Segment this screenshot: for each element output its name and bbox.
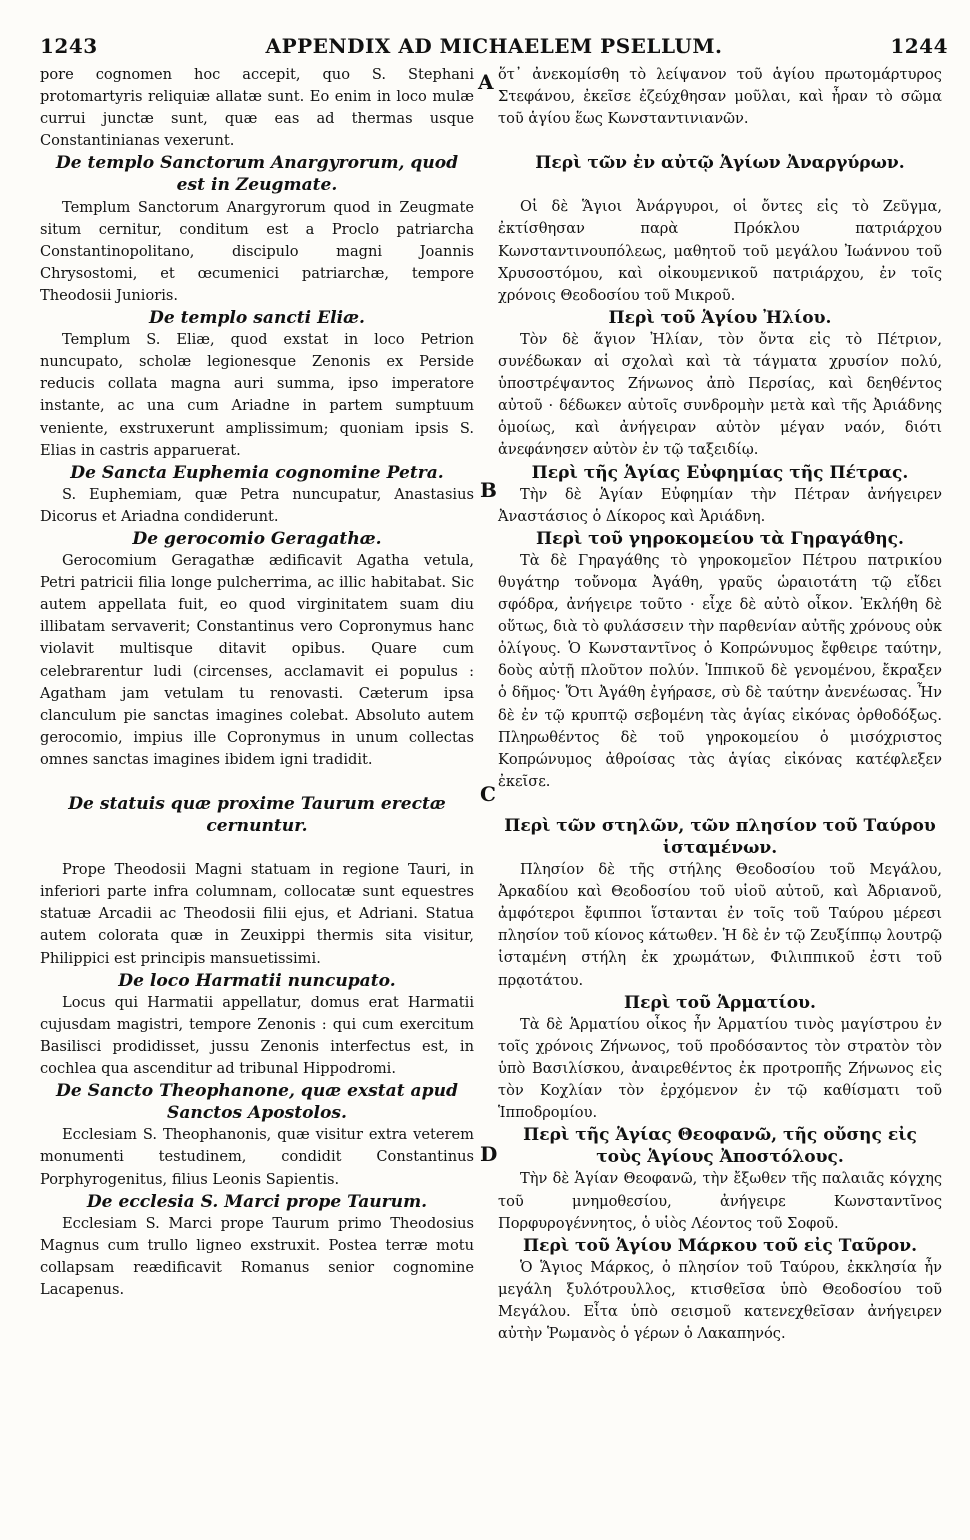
running-title: APPENDIX AD MICHAELEM PSELLUM. <box>265 34 723 58</box>
paragraph: Ecclesiam S. Theophanonis, quæ visitur extra veterem monumenti testudinem, condidit Constantinus Porphyrogenitus, filius Leonis Sapientis. <box>40 1126 474 1188</box>
paragraph: S. Euphemiam, quæ Petra nuncupatur, Anastasius Dicorus et Ariadna condiderunt. <box>40 485 474 525</box>
section-marker-a: A <box>478 70 494 94</box>
paragraph: Πλησίον δὲ τῆς στήλης Θεοδοσίου τοῦ Μεγάλου, Ἀρκαδίου καὶ Θεοδοσίου τοῦ υἱοῦ αὐτοῦ, καὶ Ἀδριανοῦ, ἀμφότεροι ἔφιπποι ἵστανται ἐν τοῖς τοῦ Ταύρου μέρεσι πλησίον τοῦ κίονος κάτωθεν. Ἡ δὲ ἐν τῷ Ζευξίππῳ λουτρῷ ἱσταμένη στήλη ἐκ χρωμάτων, Φιλιππικοῦ ἐστι τοῦ πρᾳοτάτου. <box>498 861 942 989</box>
section-heading: De loco Harmatii nuncupato. <box>118 970 396 991</box>
paragraph: pore cognomen hoc accepit, quo S. Stephani protomartyris reliquiæ allatæ sunt. Eo enim in loco mulæ currui junctæ sunt, quæ eas ad thermas usque Constantinianas vexerunt. <box>40 66 474 150</box>
spacer <box>40 771 474 793</box>
paragraph: Τὴν δὲ Ἁγίαν Θεοφανῶ, τὴν ἔξωθεν τῆς παλαιᾶς κόγχης τοῦ μνημοθεσίου, ἀνήγειρε Κωνσταντῖνος Πορφυρογέννητος, ὁ υἱὸς Λέοντος τοῦ Σοφοῦ. <box>498 1170 942 1232</box>
paragraph: Templum S. Eliæ, quod exstat in loco Petrion nuncupato, scholæ legionesque Zenonis ex Perside reducis collata magna auri summa, ipso imperatore instante, ac una cum Ariadne in partem sumptuum veniente, exstruxerunt amplissimum; quoniam ipsis S. Elias in castris apparuerat. <box>40 331 474 459</box>
spacer <box>40 837 474 859</box>
paragraph: Τὴν δὲ Ἁγίαν Εὐφημίαν τὴν Πέτραν ἀνήγειρεν Ἀναστάσιος ὁ Δίκορος καὶ Ἀριάδνη. <box>498 485 942 525</box>
section-heading: De statuis quæ proxime Taurum erectæ cernuntur. <box>68 794 446 837</box>
section-heading: Περὶ τῆς Ἁγίας Εὐφημίας τῆς Πέτρας. <box>531 462 909 483</box>
spacer <box>498 174 942 196</box>
section-heading: Περὶ τοῦ Ἁρματίου. <box>624 992 816 1013</box>
section-heading: Περὶ τοῦ Ἁγίου Μάρκου τοῦ εἰς Ταῦρον. <box>522 1235 918 1256</box>
paragraph: Τὸν δὲ ἅγιον Ἠλίαν, τὸν ὄντα εἰς τὸ Πέτριον, συνέδωκαν αἱ σχολαὶ καὶ τὰ τάγματα χρυσίον πολύ, ὑποστρέψαντος Ζήνωνος ἀπὸ Περσίας, καὶ δεηθέντος αὐτοῦ · δέδωκεν αὐτοῖς συνδρομὴν μετὰ καὶ τῆς Ἀριάδνης ὁμοίως, καὶ ἀνήγειραν αὐτὸν μέγαν ναόν, διότι ἀνεφάνησεν αὐτὸν ἐν τῷ ταξειδίῳ. <box>498 330 942 459</box>
section-heading: Περὶ τῶν ἐν αὐτῷ Ἁγίων Ἀναργύρων. <box>535 153 905 174</box>
page-header <box>40 34 948 62</box>
section-heading: De templo sancti Eliæ. <box>149 308 365 329</box>
right-page-number: 1244 <box>890 34 948 58</box>
paragraph: Prope Theodosii Magni statuam in regione Tauri, in inferiori parte infra columnam, collocatæ sunt equestres statuæ Arcadii ac Theodosii filii ejus, et Adriani. Statua autem colorata quæ in Zeuxippi thermis sita visitur, Philippici est principis mansuetissimi. <box>40 861 474 967</box>
section-heading: De Sancta Euphemia cognomine Petra. <box>70 462 444 483</box>
latin-column <box>40 64 474 1301</box>
left-page-number: 1243 <box>40 34 98 58</box>
section-marker-d: D <box>480 1142 498 1166</box>
paragraph: Gerocomium Geragathæ ædificavit Agatha vetula, Petri patricii filia longe pulcherrima, ac illic habitabat. Sic autem appellata fuit, eo quod virginitatem suam diu illibatam servaverit; Constantinus vero Copronymus hanc violavit multisque ditavit opibus. Quare cum celebrarentur ludi (circenses, acclamavit ei populus : Agatham jam vetulam tu renovasti. Cæterum ipsa clanculum pie sanctas imagines colebat. Absoluto autem gerocomio, impius ille Copronymus in unum collectas omnes sanctas imagines ibidem igni tradidit. <box>40 552 474 768</box>
section-marker-c: C <box>480 782 496 806</box>
paragraph: Locus qui Harmatii appellatur, domus erat Harmatii cujusdam magistri, tempore Zenonis : qui cum exercitum Basilisci prodidisset, jussu Zenonis interfectus est, in cochlea qua ascenditur ad tribunal Hippodromi. <box>40 993 474 1078</box>
paragraph: Οἱ δὲ Ἅγιοι Ἀνάργυροι, οἱ ὄντες εἰς τὸ Ζεῦγμα, ἐκτίσθησαν παρὰ Πρόκλου πατριάρχου Κωνσταντινουπόλεως, μαθητοῦ τοῦ μεγάλου Ἰωάννου τοῦ Χρυσοστόμου, καὶ οἰκουμενικοῦ πατριάρχου, ἐν τοῖς χρόνοις Θεοδοσίου τοῦ Μικροῦ. <box>498 198 942 304</box>
paragraph: Τὰ δὲ Ἁρματίου οἶκος ἦν Ἁρματίου τινὸς μαγίστρου ἐν τοῖς χρόνοις Ζήνωνος, τοῦ προδόσαντος τὸν στρατὸν τὸν ὑπὸ Βασιλίσκου, ἀναιρεθέντος ἐκ προτροπῆς Ζήνωνος εἰς τὸν Κοχλίαν τὸν ἐρχόμενον ἐν τῷ καθίσματι τοῦ Ἱπποδρομίου. <box>498 1015 942 1122</box>
paragraph: ὅτ᾽ ἀνεκομίσθη τὸ λείψανον τοῦ ἁγίου πρωτομάρτυρος Στεφάνου, ἐκεῖσε ἐζεύχθησαν μοῦλαι, καὶ ἦραν τὸ σῶμα τοῦ ἁγίου ἕως Κωνσταντινιανῶν. <box>498 66 942 128</box>
paragraph: Ὁ Ἅγιος Μάρκος, ὁ πλησίον τοῦ Ταύρου, ἐκκλησία ἦν μεγάλη ξυλότρουλλος, κτισθεῖσα ὑπὸ Θεοδοσίου τοῦ Μεγάλου. Εἶτα ὑπὸ σεισμοῦ κατενεχθεῖσαν ἀνήγειρεν αὐτὴν Ῥωμανὸς ὁ γέρων ὁ Λακαπηνός. <box>498 1258 942 1343</box>
section-heading: De ecclesia S. Marci prope Taurum. <box>86 1191 428 1212</box>
section-heading: De Sancto Theophanone, quæ exstat apud Sanctos Apostolos. <box>56 1081 458 1124</box>
paragraph: Ecclesiam S. Marci prope Taurum primo Theodosius Magnus cum trullo ligneo exstruxit. Postea terræ motu collapsam reædificavit Romanus senior cognomine Lacapenus. <box>40 1214 474 1298</box>
paragraph: Templum Sanctorum Anargyrorum quod in Zeugmate situm cernitur, conditum est a Proclo patriarcha Constantinopolitano, discipulo magni Joannis Chrysostomi, et œcumenici patriarchæ, tempore Theodosii Junioris. <box>40 198 474 304</box>
section-heading: Περὶ τῆς Ἁγίας Θεοφανῶ, τῆς οὔσης εἰς τοὺς Ἁγίους Ἀποστόλους. <box>523 1125 917 1168</box>
section-heading: Περὶ τοῦ γηροκομείου τὰ Γηραγάθης. <box>536 528 904 549</box>
section-heading: Περὶ τοῦ Ἁγίου Ἠλίου. <box>608 307 832 328</box>
section-heading: De templo Sanctorum Anargyrorum, quod est in Zeugmate. <box>55 153 459 196</box>
spacer <box>498 130 942 152</box>
section-heading: Περὶ τῶν στηλῶν, τῶν πλησίον τοῦ Ταύρου ἱσταμένων. <box>504 815 936 858</box>
greek-column <box>498 64 942 1345</box>
section-heading: De gerocomio Geragathæ. <box>132 528 382 549</box>
spacer <box>498 793 942 815</box>
section-marker-b: B <box>480 478 497 502</box>
paragraph: Τὰ δὲ Γηραγάθης τὸ γηροκομεῖον Πέτρου πατρικίου θυγάτηρ τοὔνομα Ἀγάθη, γραῦς ὡραιοτάτη τῷ εἴδει σφόδρα, ἀνήγειρε τοῦτο · εἶχε δὲ αὐτὸ οἶκον. Ἐκλήθη δὲ οὕτως, διὰ τὸ φυλάσσειν τὴν παρθενίαν αὐτῆς χρόνους οὐκ ὀλίγους. Ὁ Κωνσταντῖνος ὁ Κοπρώνυμος ἔφθειρε ταύτην, δοὺς αὐτῇ πλοῦτον πολύν. Ἱππικοῦ δὲ γενομένου, ἔκραξεν ὁ δῆμος· Ὅτι Ἀγάθη ἐγήρασε, σὺ δὲ ταύτην ἀνενέωσας. Ἦν δὲ ἐν τῷ κρυπτῷ σεβομένη τὰς ἁγίας εἰκόνας ὀρθοδόξως. Πληρωθέντος δὲ τοῦ γηροκομείου ὁ μισόχριστος Κοπρώνυμος ἀθροίσας τὰς ἁγίας εἰκόνας κατέφλεξεν ἐκεῖσε. <box>498 551 942 790</box>
